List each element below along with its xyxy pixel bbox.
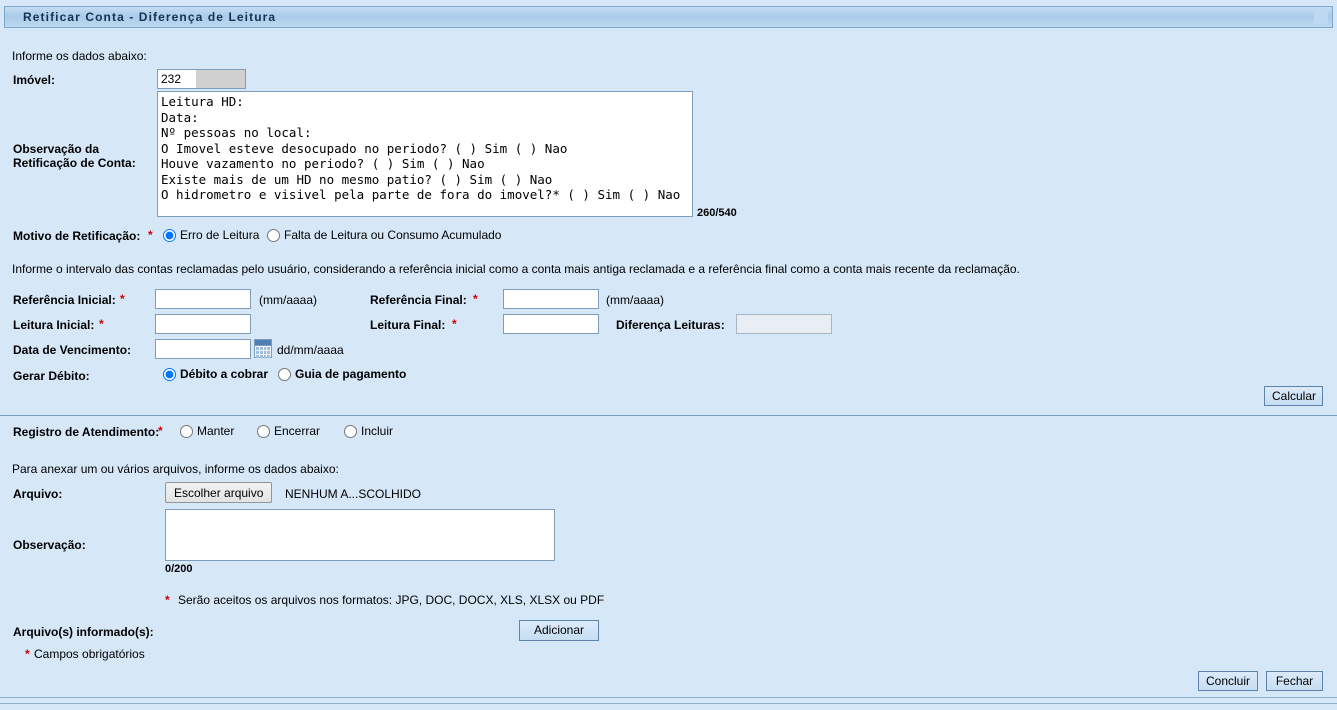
gerar-debito-radio-debito-cobrar[interactable]	[163, 368, 176, 381]
required-fields-star: *	[25, 647, 30, 661]
motivo-radio-falta-leitura[interactable]	[267, 229, 280, 242]
leitura-inicial-label: Leitura Inicial:	[13, 318, 95, 332]
imovel-label: Imóvel:	[13, 73, 56, 87]
motivo-radio-erro-leitura[interactable]	[163, 229, 176, 242]
referencia-inicial-label: Referência Inicial:	[13, 293, 116, 307]
gerar-debito-option-debito-cobrar-label: Débito a cobrar	[180, 367, 269, 381]
required-fields-note: Campos obrigatórios	[34, 647, 145, 661]
calendar-icon[interactable]	[254, 339, 272, 358]
fechar-button[interactable]: Fechar	[1266, 671, 1323, 691]
concluir-button[interactable]: Concluir	[1198, 671, 1258, 691]
form-panel	[0, 28, 1337, 697]
window-corner-decoration	[1314, 10, 1328, 24]
anexo-observacao-counter: 0/200	[165, 563, 193, 575]
gerar-debito-option-guia-pagamento-label: Guia de pagamento	[295, 367, 407, 381]
registro-atendimento-radio-encerrar[interactable]	[257, 425, 270, 438]
referencia-final-label: Referência Final:	[370, 293, 467, 307]
page-title: Retificar Conta - Diferença de Leitura	[23, 10, 277, 24]
leitura-inicial-input[interactable]	[155, 314, 251, 334]
window-bottom-bar	[0, 697, 1337, 710]
registro-atendimento-option-manter-label: Manter	[197, 424, 235, 438]
formats-note-text: Serão aceitos os arquivos nos formatos: JPG, DOC, DOCX, XLS, XLSX ou PDF	[178, 593, 605, 607]
registro-atendimento-option-incluir[interactable]	[344, 424, 393, 438]
window-bottom-line	[0, 703, 1337, 704]
arquivo-label: Arquivo:	[13, 487, 63, 501]
leitura-final-required: *	[452, 317, 457, 331]
calcular-button[interactable]: Calcular	[1264, 386, 1323, 406]
imovel-input[interactable]	[157, 69, 197, 89]
arquivos-informados-label: Arquivo(s) informado(s):	[13, 625, 154, 639]
adicionar-button[interactable]: Adicionar	[519, 620, 599, 641]
observacao-retificacao-textarea[interactable]	[157, 91, 693, 217]
motivo-option-falta-leitura-label: Falta de Leitura ou Consumo Acumulado	[284, 228, 502, 242]
registro-atendimento-option-manter[interactable]	[180, 424, 234, 438]
diferenca-leituras-input	[736, 314, 832, 334]
registro-atendimento-label: Registro de Atendimento:	[13, 425, 160, 439]
referencia-final-required: *	[473, 292, 478, 306]
motivo-option-erro-leitura-label: Erro de Leitura	[180, 228, 260, 242]
form-intro-text: Informe os dados abaixo:	[12, 49, 147, 63]
registro-atendimento-option-encerrar[interactable]	[257, 424, 320, 438]
referencia-inicial-hint: (mm/aaaa)	[259, 293, 318, 307]
observacao-retificacao-label-line1: Observação da	[13, 142, 100, 156]
data-vencimento-label: Data de Vencimento:	[13, 343, 132, 357]
anexo-observacao-textarea[interactable]	[165, 509, 555, 561]
arquivo-status-text: NENHUM A...SCOLHIDO	[285, 487, 422, 501]
referencia-inicial-input[interactable]	[155, 289, 251, 309]
referencia-final-input[interactable]	[503, 289, 599, 309]
registro-atendimento-radio-manter[interactable]	[180, 425, 193, 438]
registro-atendimento-option-encerrar-label: Encerrar	[274, 424, 321, 438]
window-title-bar	[4, 6, 1333, 28]
observacao-retificacao-label-line2: Retificação de Conta:	[13, 156, 136, 170]
registro-atendimento-radio-incluir[interactable]	[344, 425, 357, 438]
motivo-option-falta-leitura[interactable]	[267, 228, 501, 242]
leitura-inicial-required: *	[99, 317, 104, 331]
referencia-final-hint: (mm/aaaa)	[606, 293, 665, 307]
interval-note: Informe o intervalo das contas reclamadas pelo usuário, considerando a referência inicial como a conta mais antiga reclamada e a referência final como a conta mais recente da reclamação.	[12, 262, 1020, 276]
escolher-arquivo-button[interactable]: Escolher arquivo	[165, 482, 272, 503]
diferenca-leituras-label: Diferença Leituras:	[616, 318, 725, 332]
motivo-retificacao-label: Motivo de Retificação:	[13, 229, 141, 243]
formats-note-star: *	[165, 593, 170, 607]
registro-atendimento-required: *	[158, 424, 163, 438]
referencia-inicial-required: *	[120, 292, 125, 306]
data-vencimento-input[interactable]	[155, 339, 251, 359]
section-divider-1	[0, 415, 1337, 416]
leitura-final-label: Leitura Final:	[370, 318, 446, 332]
gerar-debito-option-guia-pagamento[interactable]	[278, 367, 406, 381]
gerar-debito-option-debito-cobrar[interactable]	[163, 367, 268, 381]
leitura-final-input[interactable]	[503, 314, 599, 334]
observacao-retificacao-counter: 260/540	[697, 207, 737, 219]
gerar-debito-radio-guia-pagamento[interactable]	[278, 368, 291, 381]
registro-atendimento-option-incluir-label: Incluir	[361, 424, 394, 438]
anexos-intro-text: Para anexar um ou vários arquivos, informe os dados abaixo:	[12, 462, 339, 476]
motivo-option-erro-leitura[interactable]	[163, 228, 259, 242]
motivo-retificacao-required: *	[148, 228, 153, 242]
data-vencimento-hint: dd/mm/aaaa	[277, 343, 344, 357]
anexo-observacao-label: Observação:	[13, 538, 86, 552]
gerar-debito-label: Gerar Débito:	[13, 369, 90, 383]
imovel-readonly-field	[196, 69, 246, 89]
